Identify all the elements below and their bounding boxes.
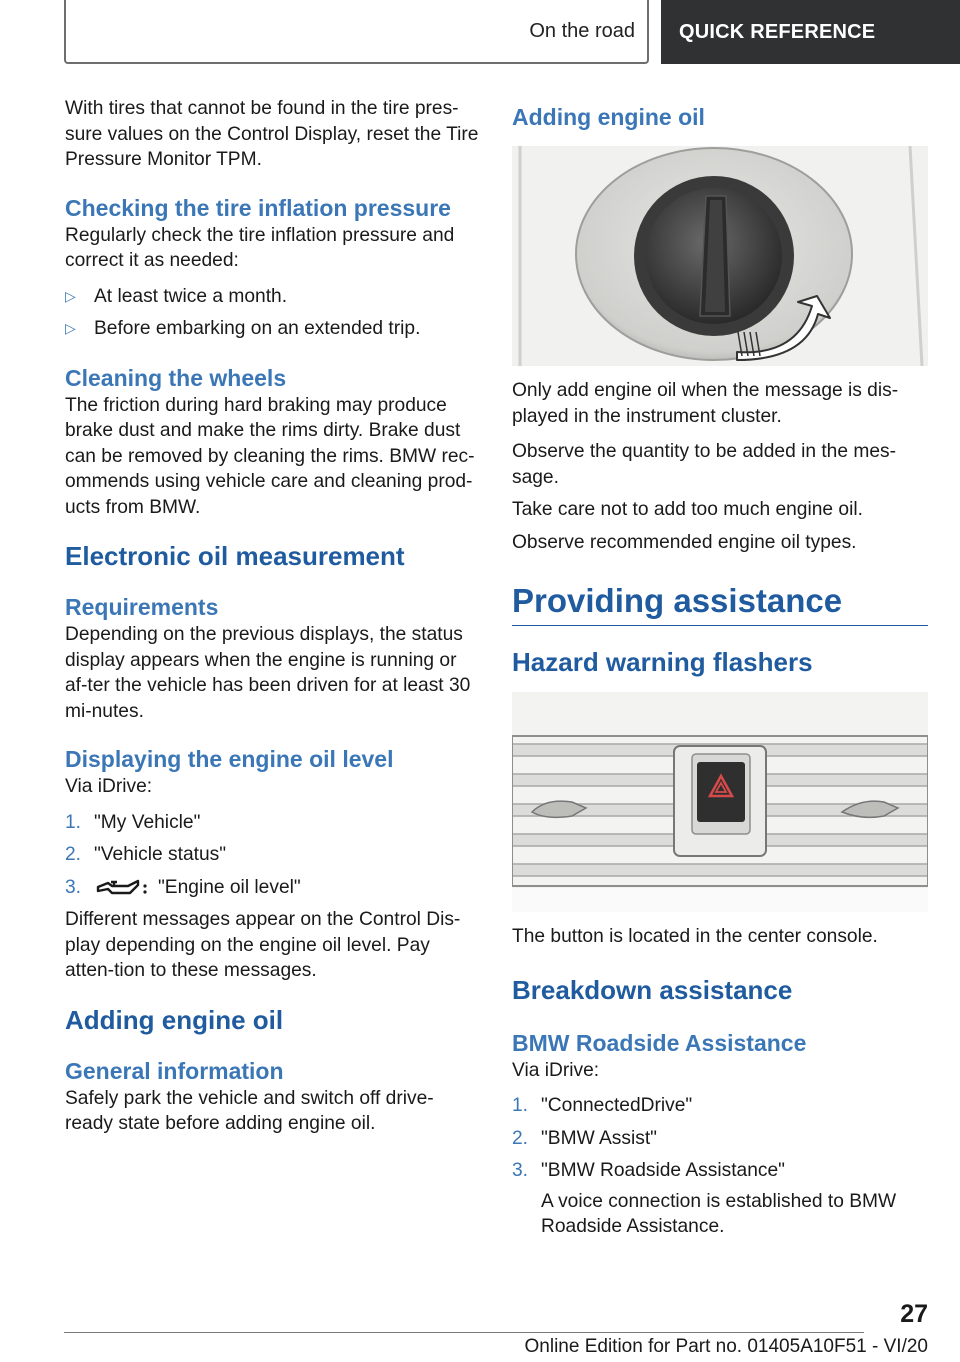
checking-pressure-text: Regularly check the tire inflation pressure and correct it as needed:	[65, 224, 455, 271]
oil-types-text: Observe recommended engine oil types.	[512, 531, 857, 553]
list-item: 1. "My Vehicle"	[65, 811, 201, 833]
requirements-heading: Requirements	[65, 594, 219, 620]
checking-pressure-heading: Checking the tire inflation pressure	[65, 194, 451, 221]
voice-connection-note: A voice connection is established to BMW Roadside Assistance.	[541, 1190, 897, 1237]
list-item: 2. "Vehicle status"	[65, 844, 227, 865]
oil-can-icon	[94, 877, 150, 899]
header-section-tab	[64, 0, 649, 64]
providing-assistance-heading: Providing assistance	[512, 581, 928, 626]
hazard-caption: The button is located in the center console.	[512, 926, 878, 947]
general-info-heading: General information	[65, 1057, 284, 1084]
cleaning-wheels-heading: Cleaning the wheels	[65, 364, 287, 391]
general-info-text: Safely park the vehicle and switch off drive-ready state before adding engine oil.	[65, 1087, 434, 1134]
footer-edition-text: Online Edition for Part no. 01405A10F51 - VI/20	[524, 1336, 928, 1357]
triangle-bullet-icon: ▷	[65, 287, 76, 304]
oil-level-steps	[65, 810, 479, 901]
left-column	[65, 96, 479, 1137]
list-item: 3. "BMW Roadside Assistance"	[512, 1160, 785, 1181]
list-item: 3. "Engine oil level"	[65, 876, 301, 898]
adding-oil-heading-left: Adding engine oil	[65, 1004, 284, 1035]
checking-pressure-list	[65, 284, 479, 342]
header-chapter-tab	[661, 0, 960, 64]
roadside-steps	[512, 1093, 928, 1184]
list-item: ▷ Before embarking on an extended trip.	[65, 316, 479, 342]
breakdown-assistance-heading: Breakdown assistance	[512, 974, 793, 1005]
oil-filler-cap-image	[512, 146, 928, 366]
right-column	[512, 96, 928, 1240]
list-item: ▷ At least twice a month.	[65, 284, 479, 310]
header-section-label: On the road	[529, 19, 635, 42]
oil-not-too-much-text: Take care not to add too much engine oil.	[512, 499, 863, 520]
oil-add-when-text: Only add engine oil when the message is dis-played in the instrument cluster.	[512, 380, 899, 427]
footer-divider	[64, 1332, 864, 1333]
cleaning-wheels-text: The friction during hard braking may produce brake dust and make the rims dirty. Brake dust can be removed by cleaning the rims. BMW rec-ommends using vehicle care and cleaning prod-ucts from BMW.	[65, 394, 475, 518]
adding-oil-heading-right: Adding engine oil	[512, 104, 705, 130]
list-item: 1. "ConnectedDrive"	[512, 1095, 693, 1116]
via-idrive-label: Via iDrive:	[65, 776, 153, 797]
oil-messages-text: Different messages appear on the Control Dis-play depending on the engine oil level. Pay atten-tion to these messages.	[65, 909, 461, 981]
via-idrive-label-right: Via iDrive:	[512, 1059, 600, 1081]
tpm-reset-paragraph: With tires that cannot be found in the tire pres-sure values on the Control Display, reset the Tire Pressure Monitor TPM.	[65, 98, 479, 170]
roadside-assistance-heading: BMW Roadside Assistance	[512, 1029, 807, 1056]
triangle-bullet-icon: ▷	[65, 320, 76, 336]
hazard-button-image	[512, 692, 928, 912]
display-oil-level-heading: Displaying the engine oil level	[65, 746, 394, 772]
requirements-text: Depending on the previous displays, the status display appears when the engine is running or af-ter the vehicle has been driven for at least 30 mi-nutes.	[65, 624, 471, 722]
oil-quantity-text: Observe the quantity to be added in the mes-sage.	[512, 441, 896, 488]
hazard-flashers-heading: Hazard warning flashers	[512, 647, 813, 677]
list-item: 2. "BMW Assist"	[512, 1127, 657, 1149]
page-number: 27	[900, 1300, 928, 1328]
header-chapter-label: QUICK REFERENCE	[679, 20, 876, 43]
oil-measurement-heading: Electronic oil measurement	[65, 541, 405, 571]
